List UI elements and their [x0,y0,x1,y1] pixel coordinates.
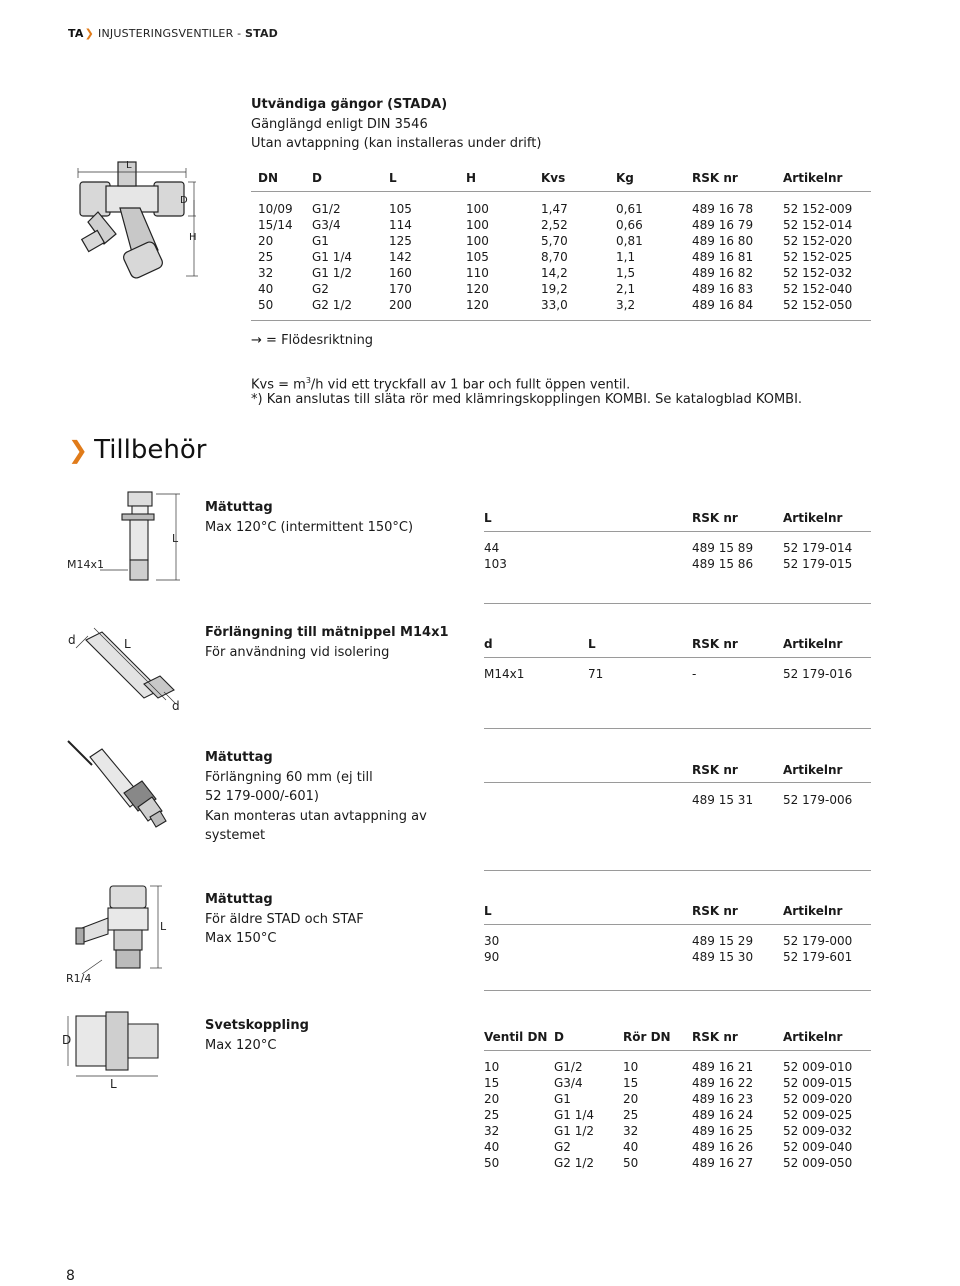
accessory-5-table-cell: 52 009-032 [783,1124,853,1138]
accessory-5-table-cell: G1 [554,1092,571,1106]
accessory-4-desc-line: För äldre STAD och STAF [205,911,364,927]
kvs-note-end: /h vid ett tryckfall av 1 bar och fullt öppen ventil. [310,377,631,393]
accessory-1-table-header-cell: Artikelnr [783,511,843,525]
main-table-header-rule [251,191,871,192]
accessory-5-table-cell: 489 16 21 [692,1060,754,1074]
accessories-title [68,435,206,465]
main-table-header-cell: L [389,171,397,185]
page-header [68,27,278,40]
accessory-5-table-cell: 10 [484,1060,500,1074]
accessory-4-table-header-cell: Artikelnr [783,904,843,918]
main-table-cell: 5,70 [541,234,568,248]
accessory-5-desc [205,1016,309,1055]
accessory-5-table-cell: 52 009-050 [783,1156,853,1170]
main-table-cell: 1,47 [541,202,568,216]
main-table-cell: 125 [389,234,412,248]
drawing-label-L: L [126,160,132,171]
accessory-3-table-header-cell: Artikelnr [783,763,843,777]
main-table-header-cell: DN [258,171,279,185]
main-table-cell: 8,70 [541,250,568,264]
accessory-5-table-cell: 25 [623,1108,639,1122]
accessory-5-table-header-rule [484,1050,871,1051]
main-table-cell: 489 16 81 [692,250,754,264]
main-table-cell: 50 [258,298,274,312]
drawing-label-L: L [124,637,131,651]
main-table-cell: 114 [389,218,412,232]
accessory-1-name: Mätuttag [205,500,273,515]
accessory-5-table-cell: 52 009-020 [783,1092,853,1106]
main-table-cell: 25 [258,250,274,264]
chevron-right-icon: ❯ [84,27,94,40]
accessory-2-table-header-cell: L [588,637,596,651]
accessory-2-desc [205,623,449,662]
accessory-5-table-cell: G1 1/2 [554,1124,595,1138]
accessory-1-table-cell: 44 [484,541,500,555]
main-table-cell: G1 1/4 [312,250,353,264]
accessory-5-table-cell: 489 16 25 [692,1124,754,1138]
main-table-cell: 40 [258,282,274,296]
main-table-cell: 19,2 [541,282,568,296]
accessory-5-table-cell: 25 [484,1108,500,1122]
accessory-2-table-cell: 71 [588,667,604,681]
accessory-4-table-cell: 489 15 29 [692,934,754,948]
drawing-label-d-bottom: d [172,699,180,713]
accessory-5-table-cell: G3/4 [554,1076,583,1090]
main-table-header-cell: Kg [616,171,634,185]
accessory-3-table-header-rule [484,782,871,783]
accessory-5-table-cell: 52 009-010 [783,1060,853,1074]
accessory-5-table-cell: 20 [484,1092,500,1106]
main-table-cell: 33,0 [541,298,568,312]
accessory-1-table-header-rule [484,531,871,532]
main-table-cell: 0,66 [616,218,643,232]
main-table-cell: 100 [466,202,489,216]
main-table-cell: G2 1/2 [312,298,353,312]
main-table-header-cell: H [466,171,477,185]
product-title-block [251,95,541,154]
accessory-5-table-cell: G2 [554,1140,571,1154]
main-table-cell: 110 [466,266,489,280]
accessory-5-table-header-cell: Ventil DN [484,1030,548,1044]
main-table-cell: G3/4 [312,218,341,232]
main-table-cell: 32 [258,266,274,280]
drawing-label-D: D [62,1033,72,1047]
main-table-cell: 2,52 [541,218,568,232]
accessory-5-table-cell: 52 009-015 [783,1076,853,1090]
accessory-5-table-cell: 52 009-025 [783,1108,853,1122]
accessory-5-table-cell: G1/2 [554,1060,583,1074]
accessory-5-table-cell: 40 [623,1140,639,1154]
main-table-cell: 105 [466,250,489,264]
main-table-cell: 52 152-040 [783,282,853,296]
nipple-drawing [62,878,182,988]
main-table-cell: 105 [389,202,412,216]
brand-logo: TA [68,27,84,40]
flow-arrow-icon: → [251,333,262,348]
main-table-cell: 200 [389,298,412,312]
measuring-point-drawing [60,490,190,585]
main-table-cell: 120 [466,282,489,296]
main-table-cell: 15/14 [258,218,293,232]
accessory-1-table-cell: 489 15 89 [692,541,754,555]
main-table-cell: 489 16 80 [692,234,754,248]
main-table-cell: 1,5 [616,266,636,280]
drawing-label-L: L [172,532,179,545]
main-table-cell: G1 1/2 [312,266,353,280]
header-section: INJUSTERINGSVENTILER [98,27,234,40]
drawing-label-L: L [160,920,167,933]
accessory-2-table-cell: M14x1 [484,667,525,681]
accessory-1-table-header-cell: RSK nr [692,511,738,525]
accessories-title-text: Tillbehör [94,435,207,465]
kombi-note: *) Kan anslutas till släta rör med klämringskopplingen KOMBI. Se katalogblad KOMBI. [251,392,803,407]
extension-drawing [64,618,194,718]
accessory-5-table-cell: 20 [623,1092,639,1106]
accessory-2-table-header-cell: d [484,637,493,651]
accessory-5-table-cell: 489 16 23 [692,1092,754,1106]
accessory-5-table-cell: 489 16 24 [692,1108,754,1122]
accessory-3-desc-line: Kan monteras utan avtappning av [205,808,427,824]
main-table-cell: 10/09 [258,202,293,216]
accessory-4-name: Mätuttag [205,892,273,907]
accessory-5-table-cell: G1 1/4 [554,1108,595,1122]
main-table-header-cell: D [312,171,322,185]
accessory-5-table-header-cell: D [554,1030,564,1044]
drawing-label-r14: R1/4 [66,972,92,985]
accessory-5-table-cell: 489 16 26 [692,1140,754,1154]
accessory-3-table-header-cell: RSK nr [692,763,738,777]
accessory-5-name: Svetskoppling [205,1018,309,1033]
drawing-label-L: L [110,1077,117,1088]
accessory-5-table-cell: 10 [623,1060,639,1074]
accessory-2-table-cell: 52 179-016 [783,667,853,681]
accessory-separator [484,728,871,729]
main-table-header-cell: Artikelnr [783,171,843,185]
accessory-1-table-header-cell: L [484,511,492,525]
accessory-separator [484,990,871,991]
main-table-cell: 52 152-014 [783,218,853,232]
drawing-label-m14x1: M14x1 [67,558,104,571]
drawing-label-H: H [189,232,197,243]
weld-coupling-drawing [62,1008,182,1088]
accessory-5-table-header-cell: RSK nr [692,1030,738,1044]
accessory-1-desc [205,498,413,537]
main-table-cell: G1/2 [312,202,341,216]
main-table-cell: 0,81 [616,234,643,248]
accessory-4-desc [205,890,364,949]
accessory-3-desc-line: 52 179-000/-601) [205,789,319,804]
accessory-4-table-header-cell: L [484,904,492,918]
accessory-5-table-header-cell: Artikelnr [783,1030,843,1044]
product-subtitle-2: Utan avtappning (kan installeras under drift) [251,136,542,151]
accessory-5-table-cell: 489 16 27 [692,1156,754,1170]
accessory-2-name: Förlängning till mätnippel M14x1 [205,625,449,640]
accessory-3-desc-line: systemet [205,828,266,843]
accessory-3-desc [205,748,427,846]
accessory-3-table-cell: 489 15 31 [692,793,754,807]
accessory-2-table-header-rule [484,657,871,658]
accessory-1-table-cell: 489 15 86 [692,557,754,571]
accessory-separator [484,603,871,604]
main-table-cell: 100 [466,218,489,232]
product-title: Utvändiga gängor (STADA) [251,97,448,112]
main-table-cell: 52 152-009 [783,202,853,216]
accessory-5-table-cell: G2 1/2 [554,1156,595,1170]
accessory-3-name: Mätuttag [205,750,273,765]
chevron-right-icon: ❯ [68,436,89,464]
accessory-separator [484,870,871,871]
valve-drawing [68,160,208,280]
accessory-1-table-cell: 52 179-014 [783,541,853,555]
accessory-5-table-cell: 52 009-040 [783,1140,853,1154]
main-table-cell: 489 16 84 [692,298,754,312]
kvs-note-sup: 3 [305,376,311,385]
main-table-header-cell: RSK nr [692,171,738,185]
page-number: 8 [66,1268,75,1284]
accessory-5-table-cell: 32 [484,1124,500,1138]
accessory-4-table-cell: 30 [484,934,500,948]
accessory-1-desc-line: Max 120°C (intermittent 150°C) [205,519,414,535]
accessory-2-table-header-cell: RSK nr [692,637,738,651]
accessory-2-desc-line: För användning vid isolering [205,644,390,660]
flow-note [251,331,373,351]
drawing-label-D: D [180,195,188,206]
accessory-4-table-cell: 489 15 30 [692,950,754,964]
accessory-5-table-cell: 50 [484,1156,500,1170]
accessory-4-table-cell: 52 179-601 [783,950,853,964]
main-table-cell: G2 [312,282,329,296]
product-subtitle-1: Gänglängd enligt DIN 3546 [251,116,428,132]
accessory-2-table-cell: - [692,667,697,681]
main-table-cell: 3,2 [616,298,636,312]
accessory-3-desc-line: Förlängning 60 mm (ej till [205,769,373,785]
accessory-4-table-cell: 90 [484,950,500,964]
main-table-cell: 142 [389,250,412,264]
main-table-cell: 14,2 [541,266,568,280]
main-table-cell: 170 [389,282,412,296]
main-table-cell: 100 [466,234,489,248]
main-table-cell: 52 152-020 [783,234,853,248]
accessory-1-table-cell: 52 179-015 [783,557,853,571]
accessory-4-table-cell: 52 179-000 [783,934,853,948]
main-table-cell: 489 16 78 [692,202,754,216]
main-table-header-cell: Kvs [541,171,566,185]
main-table-cell: 20 [258,234,274,248]
accessory-5-table-cell: 32 [623,1124,639,1138]
main-table-cell: 52 152-050 [783,298,853,312]
accessory-5-table-header-cell: Rör DN [623,1030,671,1044]
main-table-cell: 489 16 79 [692,218,754,232]
drawing-label-d-top: d [68,633,76,647]
main-table-bottom-rule [251,320,871,321]
probe-drawing [62,735,182,855]
header-product: STAD [245,27,279,40]
accessory-4-desc-line: Max 150°C [205,931,277,946]
accessory-2-table-header-cell: Artikelnr [783,637,843,651]
main-table-cell: 1,1 [616,250,636,264]
header-separator: - [233,27,245,40]
main-table-cell: 2,1 [616,282,636,296]
main-table-cell: 489 16 83 [692,282,754,296]
accessory-1-table-cell: 103 [484,557,507,571]
accessory-5-table-cell: 15 [623,1076,639,1090]
main-table-cell: 160 [389,266,412,280]
main-table-cell: 0,61 [616,202,643,216]
accessory-5-table-cell: 15 [484,1076,500,1090]
main-table-cell: 52 152-025 [783,250,853,264]
main-table-cell: 120 [466,298,489,312]
kvs-note-start: Kvs = m [251,377,306,393]
accessory-5-table-cell: 489 16 22 [692,1076,754,1090]
main-table-cell: G1 [312,234,329,248]
main-table-cell: 52 152-032 [783,266,853,280]
accessory-3-table-cell: 52 179-006 [783,793,853,807]
flow-note-text: = Flödesriktning [266,333,374,348]
accessory-5-table-cell: 50 [623,1156,639,1170]
main-table-cell: 489 16 82 [692,266,754,280]
accessory-4-table-header-rule [484,924,871,925]
accessory-4-table-header-cell: RSK nr [692,904,738,918]
accessory-5-table-cell: 40 [484,1140,500,1154]
accessory-5-desc-line: Max 120°C [205,1037,277,1053]
